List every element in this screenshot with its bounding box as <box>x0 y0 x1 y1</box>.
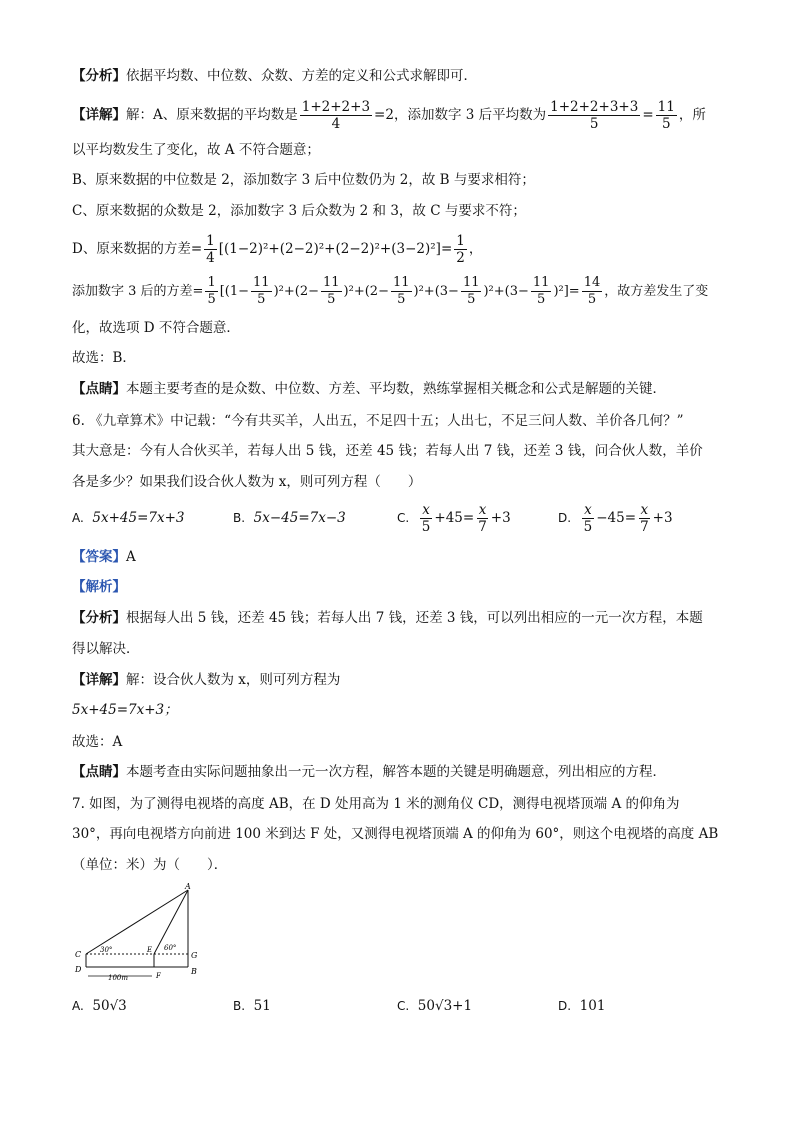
option-label: B. <box>233 999 246 1013</box>
analysis-tag: 【分析】 <box>72 610 126 626</box>
angle-60: 60° <box>164 944 177 952</box>
option-label: D. <box>558 999 572 1013</box>
option-text: 51 <box>253 998 271 1014</box>
label-F: F <box>156 972 161 980</box>
fraction-x-over-7: $\frac{x}{7}$ <box>478 502 487 535</box>
option-label: D. <box>558 511 572 525</box>
option-label: C. <box>397 999 410 1013</box>
variance-end: ，故方差发生了变 <box>604 284 709 299</box>
variance-expr-part: )²]= <box>553 284 580 299</box>
detail-line-a <box>72 94 706 136</box>
q7-tower-diagram <box>70 882 210 982</box>
q7-line3: （单位：米）为（ ）． <box>72 857 228 873</box>
detail-line-d2: 化，故选项 D 不符合题意． <box>72 320 240 336</box>
fraction-one-fifth: $\frac{1}{5}$ <box>207 275 216 307</box>
detail-line-b: B、原来数据的中位数是 2，添加数字 3 后中位数仍为 2，故 B 与要求相符； <box>72 172 535 188</box>
detail-tag: 【详解】 <box>72 672 126 688</box>
comment-text: 本题考查由实际问题抽象出一元一次方程，解答本题的关键是明确题意，列出相应的方程． <box>126 764 666 780</box>
q7-option-d[interactable] <box>558 998 605 1014</box>
fraction <box>548 99 640 132</box>
variance-pre: 添加数字 3 后的方差= <box>72 284 204 299</box>
detail-a-mid: =2，添加数字 3 后平均数为 <box>374 107 547 123</box>
equals-sign: = <box>642 107 654 123</box>
option-label: B. <box>233 511 246 525</box>
q7-option-a[interactable] <box>72 998 127 1014</box>
q6-line3: 各是多少？如果我们设合伙人数为 x，则可列方程（ ） <box>72 474 422 490</box>
fraction-one-quarter: $\frac{1}{4}$ <box>206 233 215 266</box>
q6-line1: 6. 《九章算术》中记载：“今有共买羊，人出五，不足四十五；人出七，不足三问人数、羊价各几何？” <box>72 413 684 429</box>
analysis-paragraph <box>72 66 477 86</box>
q7-line1: 7. 如图，为了测得电视塔的高度 AB，在 D 处用高为 1 米的测角仪 CD，测得电视塔顶端 A 的仰角为 <box>72 796 680 812</box>
label-E: E <box>147 946 153 954</box>
detail-text: 解：设合伙人数为 x，则可列方程为 <box>126 672 341 688</box>
variance-expr-part: )²+(2− <box>343 284 389 299</box>
detail-a-pre: 解：A、原来数据的平均数是 <box>126 107 298 123</box>
q6-analysis <box>72 608 703 628</box>
option-text: 50√3+1 <box>417 998 473 1014</box>
detail-tag: 【详解】 <box>72 107 126 123</box>
analysis-tag: 【分析】 <box>72 68 126 84</box>
q6-choose: 故选：A <box>72 734 123 750</box>
fraction-x-over-5: $\frac{x}{5}$ <box>583 502 593 535</box>
q6-line2: 其大意是：今有人合伙买羊，若每人出 5 钱，还差 45 钱；若每人出 7 钱，还差 3 钱，问合伙人数，羊价 <box>72 443 703 459</box>
fraction <box>300 99 372 132</box>
option-text: 5x+45=7x+3 <box>92 510 185 526</box>
option-text: 101 <box>579 998 606 1014</box>
q6-option-c[interactable]: C. $\frac{x}{5}$ +45= $\frac{x}{7}$ +3 <box>397 502 511 535</box>
detail-line-variance <box>72 272 708 312</box>
fraction-eleven-fifths: $\frac{11}{5}$ <box>392 275 410 307</box>
option-text: −45= <box>596 510 637 526</box>
fraction-eleven-fifths: $\frac{11}{5}$ <box>532 275 550 307</box>
fraction-one-half: $\frac{1}{2}$ <box>456 233 465 266</box>
q6-equation: 5x+45=7x+3； <box>72 702 178 718</box>
distance-100m: 100m <box>108 974 128 982</box>
option-label: A. <box>72 999 84 1013</box>
fraction-denominator: 5 <box>661 116 671 132</box>
fraction <box>656 99 677 132</box>
answer-value: A <box>126 549 136 565</box>
detail-d-pre: D、原来数据的方差= <box>72 241 203 257</box>
option-text: 50√3 <box>92 998 127 1014</box>
fraction-x-over-7: $\frac{x}{7}$ <box>640 502 649 535</box>
fraction-eleven-fifths: $\frac{11}{5}$ <box>323 275 340 307</box>
q6-jiexi <box>72 577 126 597</box>
q7-line2: 30°，再向电视塔方向前进 100 米到达 F 处，又测得电视塔顶端 A 的仰角为 60°，则这个电视塔的高度 AB <box>72 826 719 842</box>
label-G: G <box>191 951 198 960</box>
detail-line-d <box>72 230 482 268</box>
angle-30: 30° <box>100 946 113 954</box>
analysis-text: 根据每人出 5 钱，还差 45 钱；若每人出 7 钱，还差 3 钱，可以列出相应的一元一次方程，本题 <box>126 610 703 626</box>
q6-option-d[interactable]: D. $\frac{x}{5}$ −45= $\frac{x}{7}$ +3 <box>558 502 673 535</box>
fraction-fourteen-fifths: $\frac{14}{5}$ <box>583 275 601 307</box>
label-C: C <box>75 950 82 959</box>
label-A: A <box>185 882 191 891</box>
q6-option-b[interactable] <box>233 510 346 526</box>
q6-answer <box>72 547 136 567</box>
detail-a-end: ，所 <box>678 107 706 123</box>
option-text: +45= <box>434 510 475 526</box>
option-label: C. <box>397 511 410 525</box>
variance-expr-part: )²+(3− <box>413 284 459 299</box>
fraction-numerator: 1+2+2+3+3 <box>550 99 639 115</box>
fraction-numerator: 1+2+2+3 <box>301 99 371 115</box>
option-label: A. <box>72 511 84 525</box>
choose-b: 故选：B． <box>72 350 136 366</box>
comment-tag: 【点睛】 <box>72 381 126 397</box>
fraction-x-over-5: $\frac{x}{5}$ <box>421 502 431 535</box>
label-D: D <box>75 965 82 974</box>
variance-expr-part: [(1− <box>219 284 250 299</box>
variance-expr-part: )²+(2− <box>273 284 319 299</box>
q7-option-c[interactable] <box>397 998 472 1014</box>
jiexi-tag: 【解析】 <box>72 579 126 595</box>
q6-analysis-2: 得以解决． <box>72 641 140 657</box>
detail-line-a2: 以平均数发生了变化，故 A 不符合题意； <box>72 142 320 158</box>
answer-tag: 【答案】 <box>72 549 126 565</box>
variance-expr-part: )²+(3− <box>483 284 529 299</box>
comment-paragraph <box>72 379 666 399</box>
comment-tag: 【点睛】 <box>72 764 126 780</box>
q7-option-b[interactable] <box>233 998 271 1014</box>
fraction-eleven-fifths: $\frac{11}{5}$ <box>462 275 480 307</box>
comment-text: 本题主要考查的是众数、中位数、方差、平均数，熟练掌握相关概念和公式是解题的关键． <box>126 381 666 397</box>
option-text: 5x−45=7x−3 <box>253 510 346 526</box>
detail-line-c: C、原来数据的众数是 2，添加数字 3 后众数为 2 和 3，故 C 与要求不符； <box>72 203 526 219</box>
fraction-denominator: 4 <box>331 116 341 132</box>
q6-comment <box>72 762 666 782</box>
fraction-eleven-fifths: $\frac{11}{5}$ <box>253 275 270 307</box>
analysis-text: 依据平均数、中位数、众数、方差的定义和公式求解即可． <box>126 68 477 84</box>
q6-detail <box>72 670 340 690</box>
fraction-denominator: 5 <box>589 116 599 132</box>
detail-d-end: ， <box>468 241 483 257</box>
q6-option-a[interactable] <box>72 510 185 526</box>
fraction-numerator: 11 <box>657 99 675 115</box>
label-B: B <box>191 967 197 976</box>
detail-d-expr: [(1−2)²+(2−2)²+(2−2)²+(3−2)²]= <box>218 241 453 257</box>
